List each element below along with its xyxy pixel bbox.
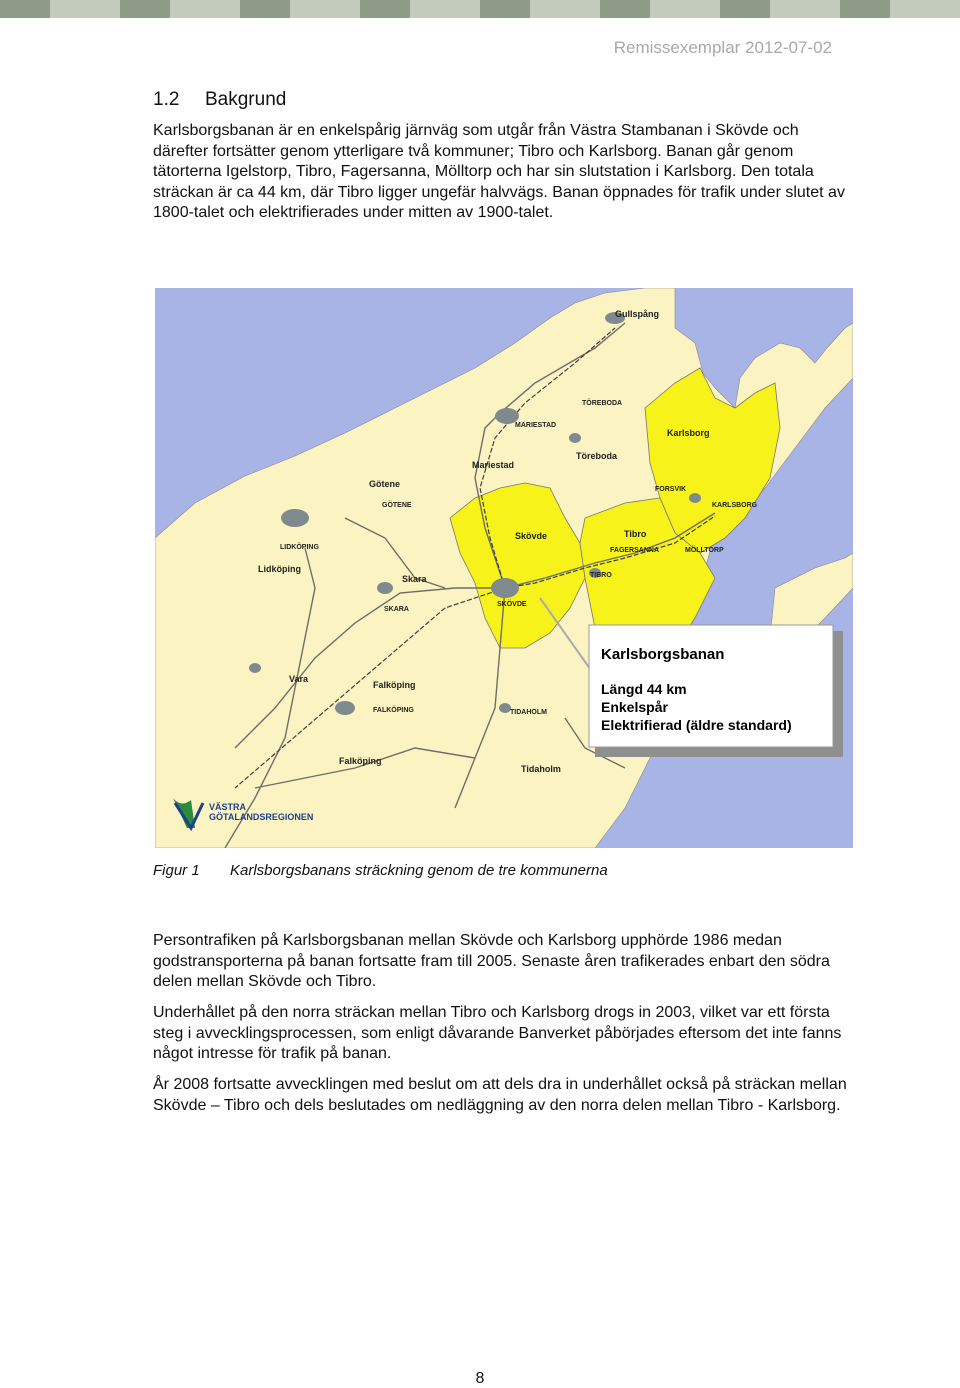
place-gotene-caps: GÖTENE (382, 502, 412, 509)
body-paragraph-decommission: År 2008 fortsatte avvecklingen med beslut om att dels dra in underhållet också på sträckan mellan Skövde – Tibro och dels beslutades om nedläggning av den norra delen mellan Tibro - Karlsborg. (153, 1076, 847, 1114)
legend-title: Karlsborgsbanan (601, 646, 725, 663)
place-lidkoping-caps: LIDKÖPING (280, 544, 319, 551)
figure-label: Figur 1 (153, 862, 200, 879)
section-title: Bakgrund (205, 89, 287, 110)
place-skovde: Skövde (515, 531, 548, 541)
figure-caption (153, 862, 608, 879)
place-karlsborg-caps: KARLSBORG (712, 502, 758, 509)
header-decor-band (0, 0, 960, 18)
place-mariestad: Mariestad (472, 460, 515, 470)
place-vara: Vara (289, 674, 309, 684)
intro-paragraph: Karlsborgsbanan är en enkelspårig järnväg som utgår från Västra Stambanan i Skövde och därefter fortsätter genom ytterligare två kommuner; Tibro och Karlsborg. Banan går genom tätorterna Igelstorp, Tibro, Fagersanna, Mölltorp och har sin slutstation i Karlsborg. Den totala sträckan är ca 44 km, där Tibro ligger ungefär halvvägs. Banan öppnades för trafik under slutet av 1800-talet och elektrifierades under mitten av 1900-talet. (153, 122, 845, 221)
place-falkoping: Falköping (373, 680, 416, 690)
legend-track: Enkelspår (601, 699, 668, 715)
place-toreboda: Töreboda (576, 451, 618, 461)
place-karlsborg: Karlsborg (667, 428, 710, 438)
place-mariestad-caps: MARIESTAD (515, 422, 557, 429)
logo-text-line1: VÄSTRA (209, 802, 247, 812)
place-falkoping-2: Falköping (339, 756, 382, 766)
map-figure (155, 288, 853, 848)
place-tibro: Tibro (624, 529, 647, 539)
place-forsvik: FORSVIK (655, 486, 687, 493)
section-heading (153, 89, 286, 111)
place-tidaholm-caps: TIDAHOLM (510, 709, 547, 716)
place-falkoping-caps: FALKÖPING (373, 707, 414, 714)
figure-caption-text: Karlsborgsbanans sträckning genom de tre kommunerna (230, 862, 608, 879)
legend-electrified: Elektrifierad (äldre standard) (601, 717, 792, 733)
place-skara: Skara (402, 574, 427, 584)
section-number: 1.2 (153, 89, 180, 110)
map-legend (589, 625, 843, 757)
legend-length: Längd 44 km (601, 681, 687, 697)
map-svg (155, 288, 853, 848)
place-skovde-caps: SKÖVDE (497, 601, 527, 608)
body-paragraph-traffic: Persontrafiken på Karlsborgsbanan mellan Skövde och Karlsborg upphörde 1986 medan godstransporterna på banan fortsatte fram till 2005. Senaste åren trafikerades enbart den södra delen mellan Skövde och Tibro. (153, 932, 830, 990)
place-tibro-caps: TIBRO (590, 572, 612, 579)
place-molltorp: MÖLLTORP (685, 547, 724, 554)
page-number: 8 (475, 1370, 485, 1387)
place-tidaholm: Tidaholm (521, 764, 561, 774)
place-toreboda-caps: TÖREBODA (582, 400, 623, 407)
place-gotene: Götene (369, 479, 401, 489)
body-paragraph-maintenance: Underhållet på den norra sträckan mellan Tibro och Karlsborg drogs in 2003, vilket var ett första steg i avvecklingsprocessen, som enligt dåvarande Banverket påbörjades eftersom det inte fanns något intresse för trafik på banan. (153, 1004, 842, 1062)
place-lidkoping: Lidköping (258, 564, 301, 574)
remiss-date: Remissexemplar 2012-07-02 (613, 38, 832, 57)
place-gullspang: Gullspång (615, 309, 660, 319)
logo-text-line2: GÖTALANDSREGIONEN (209, 812, 314, 822)
place-skara-caps: SKARA (384, 606, 409, 613)
place-fagersanna: FAGERSANNA (610, 547, 660, 554)
